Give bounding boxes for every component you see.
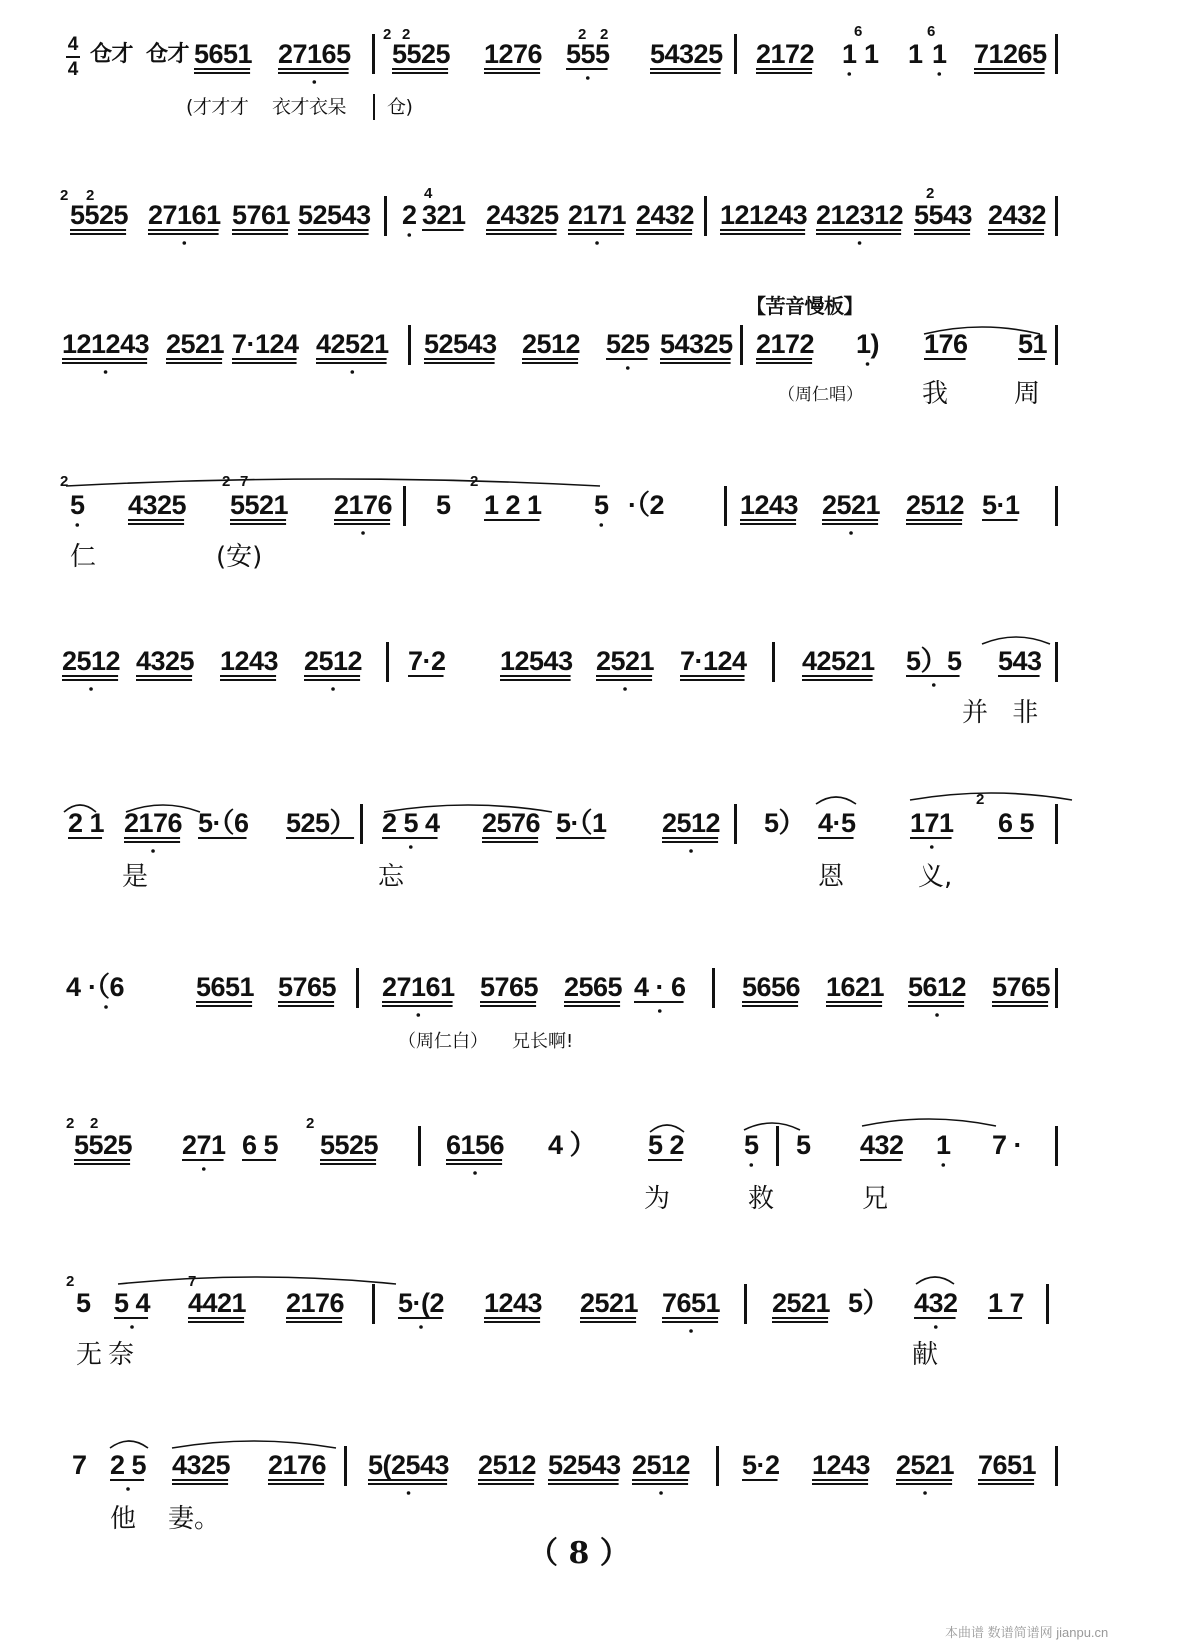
note-group: 5）5 <box>906 646 962 676</box>
note-group: 555 <box>566 39 610 69</box>
note-group: 7651 <box>662 1288 721 1318</box>
note-group: 2176 <box>268 1450 327 1480</box>
note-group: 2521 <box>822 490 881 520</box>
note-group: 2176 <box>124 808 183 838</box>
grace-note: 2 <box>222 473 231 490</box>
lyric: 兄 <box>862 1184 889 1214</box>
note-group: 1 <box>908 39 923 69</box>
grace-note: 2 <box>86 187 95 204</box>
note-group: 432 <box>914 1288 958 1318</box>
note-group: 2512 <box>62 646 121 676</box>
note-group: 2432 <box>636 200 695 230</box>
grace-note: 2 <box>976 791 985 808</box>
note-group: 5 4 <box>114 1288 151 1318</box>
note-group: 1 2 1 <box>484 490 542 520</box>
note-group: 121243 <box>62 329 150 359</box>
note-group: 2512 <box>632 1450 691 1480</box>
note-group: 1243 <box>220 646 279 676</box>
note-group: 12543 <box>500 646 573 676</box>
note-group: 4325 <box>136 646 195 676</box>
note-group: 5 <box>76 1288 91 1318</box>
note-group: 5） <box>764 808 806 838</box>
note-group: 2521 <box>596 646 655 676</box>
speaker-note: （周仁唱） <box>778 385 863 405</box>
lyric: 献 <box>912 1340 939 1370</box>
octave-dot <box>75 523 79 527</box>
note-group: 5 <box>436 490 451 520</box>
note-group: 7651 <box>978 1450 1037 1480</box>
page-number: （ 8 ） <box>528 1536 630 1571</box>
slur-arc <box>910 793 1072 800</box>
octave-dot <box>350 370 354 374</box>
octave-dot <box>659 1491 663 1495</box>
note-group: 5·2 <box>742 1450 780 1480</box>
note-group: 2576 <box>482 808 541 838</box>
note-group: 2 5 4 <box>382 808 440 838</box>
octave-dot <box>941 1163 945 1167</box>
note-group: 7 · <box>992 1130 1023 1160</box>
octave-dot <box>409 845 413 849</box>
lyric: 他 <box>110 1504 137 1534</box>
slur-arc <box>916 1277 954 1284</box>
note-group: 2176 <box>334 490 393 520</box>
slur-arc <box>64 805 96 812</box>
note-group: 4421 <box>188 1288 247 1318</box>
grace-note: 2 <box>926 185 935 202</box>
note-group: 5525 <box>70 200 129 230</box>
grace-note: 2 <box>90 1115 99 1132</box>
slur-arc <box>384 805 552 812</box>
note-group: 5651 <box>194 39 253 69</box>
note-group: ·（2 <box>628 490 665 520</box>
octave-dot <box>89 687 93 691</box>
lyric: 我 <box>922 379 949 409</box>
octave-dot <box>586 76 590 80</box>
note-group: 2432 <box>988 200 1047 230</box>
octave-dot <box>151 849 155 853</box>
note-group: 4 ） <box>548 1130 597 1160</box>
slur-arc <box>924 327 1040 334</box>
note-group: 5） <box>848 1288 890 1318</box>
octave-dot <box>202 1167 206 1171</box>
note-group: 176 <box>924 329 968 359</box>
note-group: 2512 <box>906 490 965 520</box>
slur-arc <box>172 1441 336 1448</box>
lyric: 仁 <box>70 542 97 572</box>
note-group: 5 <box>70 490 85 520</box>
octave-dot <box>930 845 934 849</box>
grace-note: 2 <box>402 26 411 43</box>
note-group: 321 <box>422 200 466 230</box>
note-group: 5525 <box>74 1130 133 1160</box>
octave-dot <box>934 1325 938 1329</box>
octave-dot <box>595 241 599 245</box>
note-group: 5·（6 <box>198 808 249 838</box>
note-group: 2 1 <box>68 808 105 838</box>
note-group: 2521 <box>772 1288 831 1318</box>
note-group: 2176 <box>286 1288 345 1318</box>
note-group: 2521 <box>896 1450 955 1480</box>
note-group: 52543 <box>424 329 497 359</box>
lyric: 并 非 <box>962 698 1047 728</box>
grace-note: 2 <box>60 187 69 204</box>
note-group: 5·1 <box>982 490 1020 520</box>
octave-dot <box>626 366 630 370</box>
note-group: 5 <box>594 490 609 520</box>
note-group: 212312 <box>816 200 904 230</box>
lyric: 救 <box>748 1184 775 1214</box>
slur-arc <box>66 479 600 486</box>
octave-dot <box>407 233 411 237</box>
note-group: 2521 <box>580 1288 639 1318</box>
grace-note: 2 <box>600 26 609 43</box>
percussion-subline: 衣才衣呆 <box>272 96 347 118</box>
lyric: 义, <box>918 862 953 892</box>
note-group: 27161 <box>148 200 221 230</box>
note-group: 5525 <box>320 1130 379 1160</box>
lyric: 为 <box>644 1184 671 1214</box>
lyric: 妻。 <box>168 1504 221 1534</box>
note-group: 1) <box>856 329 880 359</box>
slur-arc <box>110 1441 148 1448</box>
grace-note: 7 <box>188 1273 197 1290</box>
note-group: 54325 <box>660 329 733 359</box>
octave-dot <box>749 1163 753 1167</box>
octave-dot <box>331 687 335 691</box>
octave-dot <box>416 1013 420 1017</box>
note-group: 5656 <box>742 972 801 1002</box>
note-group: ·（6 <box>88 972 125 1002</box>
octave-dot <box>658 1009 662 1013</box>
lyric: 无奈 <box>76 1340 141 1370</box>
speaker-note: （周仁白） <box>398 1031 488 1052</box>
octave-dot <box>623 687 627 691</box>
note-group: 171 <box>910 808 954 838</box>
spoken-line: 兄长啊! <box>512 1031 574 1052</box>
note-group: 2521 <box>166 329 225 359</box>
note-group: 27161 <box>382 972 455 1002</box>
note-group: 5 <box>796 1130 811 1160</box>
grace-note: 2 <box>66 1115 75 1132</box>
note-group: 121243 <box>720 200 808 230</box>
note-group: 2 <box>402 200 417 230</box>
lyric: 周 <box>1014 379 1041 409</box>
note-group: 5765 <box>480 972 539 1002</box>
octave-dot <box>182 241 186 245</box>
grace-note: 4 <box>424 185 433 202</box>
slur-arc <box>118 1277 396 1284</box>
note-group: 5761 <box>232 200 291 230</box>
slur-arc <box>816 797 856 804</box>
note-group: 4325 <box>128 490 187 520</box>
octave-dot <box>104 370 108 374</box>
note-group: 5525 <box>392 39 451 69</box>
note-group: 1276 <box>484 39 543 69</box>
octave-dot <box>689 1329 693 1333</box>
note-group: 5765 <box>992 972 1051 1002</box>
note-group: 52543 <box>298 200 371 230</box>
note-group: 7·2 <box>408 646 446 676</box>
note-group: 2512 <box>478 1450 537 1480</box>
note-group: 6 5 <box>242 1130 279 1160</box>
slur-arc <box>126 805 200 812</box>
note-group: 5 <box>744 1130 759 1160</box>
octave-dot <box>473 1171 477 1175</box>
note-group: 6156 <box>446 1130 505 1160</box>
octave-dot <box>130 1325 134 1329</box>
grace-note: 2 <box>470 473 479 490</box>
note-group: 2172 <box>756 39 815 69</box>
percussion-subline: (才才才 <box>186 96 249 118</box>
note-group: 1621 <box>826 972 885 1002</box>
note-group: 1 <box>932 39 947 69</box>
note-group: 4 <box>66 972 81 1002</box>
percussion-syllable: 仓才 <box>90 42 134 67</box>
octave-dot <box>935 1013 939 1017</box>
note-group: 42521 <box>316 329 389 359</box>
time-signature-denominator: 4 <box>67 59 79 80</box>
percussion-subline: 仓) <box>387 96 413 118</box>
note-group: 2512 <box>304 646 363 676</box>
grace-note: 6 <box>927 23 936 40</box>
octave-dot <box>599 523 603 527</box>
note-group: 5521 <box>230 490 289 520</box>
octave-dot <box>847 72 851 76</box>
octave-dot <box>312 80 316 84</box>
octave-dot <box>407 1491 411 1495</box>
octave-dot <box>104 1005 108 1009</box>
lyric: (安) <box>216 542 263 572</box>
note-group: 4325 <box>172 1450 231 1480</box>
note-group: 2171 <box>568 200 627 230</box>
note-group: 2512 <box>522 329 581 359</box>
grace-note: 2 <box>578 26 587 43</box>
note-group: 2172 <box>756 329 815 359</box>
note-group: 271 <box>182 1130 226 1160</box>
grace-note: 6 <box>854 23 863 40</box>
slur-arc <box>862 1119 996 1126</box>
note-group: 5 2 <box>648 1130 685 1160</box>
octave-dot <box>923 1491 927 1495</box>
note-group: 5·（1 <box>556 808 607 838</box>
lyric: 恩 <box>818 862 845 892</box>
note-group: 525） <box>286 808 357 838</box>
percussion-syllable: 仓才 <box>146 42 190 67</box>
note-group: 5·(2 <box>398 1288 445 1318</box>
note-group: 543 <box>998 646 1042 676</box>
note-group: 6 5 <box>998 808 1035 838</box>
note-group: 5765 <box>278 972 337 1002</box>
note-group: 71265 <box>974 39 1047 69</box>
note-group: 42521 <box>802 646 875 676</box>
note-group: 54325 <box>650 39 723 69</box>
note-group: 432 <box>860 1130 904 1160</box>
note-group: 7·124 <box>680 646 747 676</box>
note-group: 1243 <box>812 1450 871 1480</box>
octave-dot <box>126 1487 130 1491</box>
note-group: 7·124 <box>232 329 299 359</box>
time-signature-numerator: 4 <box>67 34 79 55</box>
note-group: 2512 <box>662 808 721 838</box>
note-group: 5651 <box>196 972 255 1002</box>
octave-dot <box>866 362 870 366</box>
lyric: 是 <box>122 862 149 892</box>
note-group: 52543 <box>548 1450 621 1480</box>
note-group: 1243 <box>740 490 799 520</box>
note-group: 5(2543 <box>368 1450 450 1480</box>
note-group: 4·5 <box>818 808 856 838</box>
octave-dot <box>419 1325 423 1329</box>
grace-note: 2 <box>66 1273 75 1290</box>
octave-dot <box>937 72 941 76</box>
note-group: 525 <box>606 329 650 359</box>
section-banner: 【苦音慢板】 <box>746 294 863 318</box>
note-group: 1 7 <box>988 1288 1025 1318</box>
note-group: 1 <box>864 39 879 69</box>
slur-arc <box>982 637 1050 644</box>
grace-note: 2 <box>60 473 69 490</box>
note-group: 2 5 <box>110 1450 147 1480</box>
lyric: 忘 <box>378 862 405 892</box>
grace-note: 2 <box>306 1115 315 1132</box>
note-group: 24325 <box>486 200 559 230</box>
octave-dot <box>689 849 693 853</box>
note-group: 1 <box>936 1130 951 1160</box>
watermark-text: 本曲谱 数谱简谱网 jianpu.cn <box>945 1625 1109 1640</box>
note-group: 5543 <box>914 200 973 230</box>
note-group: 51 <box>1018 329 1048 359</box>
grace-note: 7 <box>240 473 249 490</box>
octave-dot <box>361 531 365 535</box>
note-group: 4 · 6 <box>634 972 686 1002</box>
note-group: 1 <box>842 39 857 69</box>
note-group: 27165 <box>278 39 351 69</box>
note-group: 7 <box>72 1450 87 1480</box>
note-group: 5612 <box>908 972 967 1002</box>
slur-arc <box>650 1125 684 1132</box>
note-group: 1243 <box>484 1288 543 1318</box>
octave-dot <box>858 241 862 245</box>
note-group: 2565 <box>564 972 623 1002</box>
grace-note: 2 <box>383 26 392 43</box>
slur-arc <box>744 1123 800 1130</box>
octave-dot <box>932 683 936 687</box>
octave-dot <box>849 531 853 535</box>
